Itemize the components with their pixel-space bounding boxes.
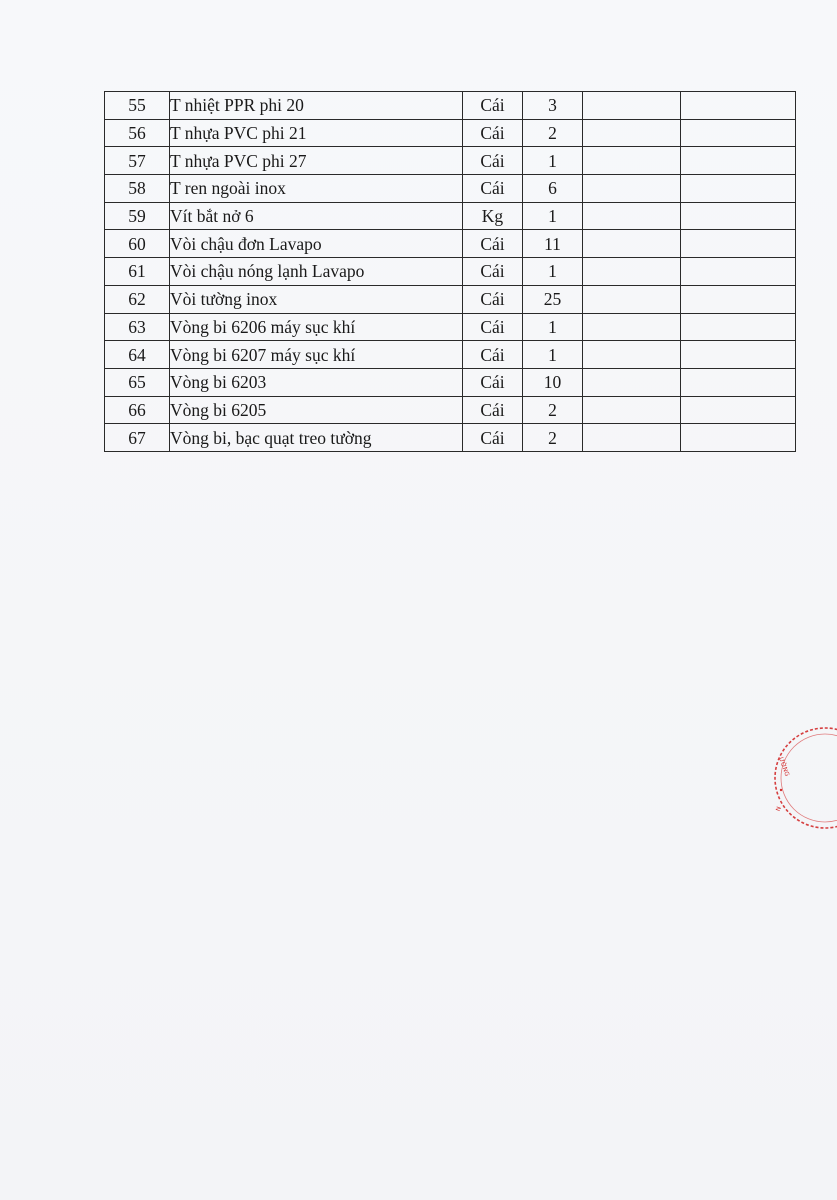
cell-number: 64: [105, 341, 170, 369]
cell-unit: Cái: [463, 175, 523, 203]
table-row: [105, 92, 796, 120]
cell-empty: [583, 396, 681, 424]
cell-empty: [583, 92, 681, 120]
cell-number: 57: [105, 147, 170, 175]
cell-number: 59: [105, 202, 170, 230]
cell-item-name: Vòng bi, bạc quạt treo tường: [170, 424, 463, 452]
cell-quantity: 3: [523, 92, 583, 120]
cell-empty: [681, 175, 796, 203]
cell-item-name: Vít bắt nở 6: [170, 202, 463, 230]
cell-number: 63: [105, 313, 170, 341]
table-row: [105, 285, 796, 313]
cell-empty: [681, 396, 796, 424]
cell-quantity: 11: [523, 230, 583, 258]
cell-item-name: T nhựa PVC phi 27: [170, 147, 463, 175]
cell-item-name: Vòng bi 6207 máy sục khí: [170, 341, 463, 369]
cell-quantity: 1: [523, 258, 583, 286]
cell-empty: [681, 258, 796, 286]
cell-item-name: Vòi chậu đơn Lavapo: [170, 230, 463, 258]
items-table: [104, 91, 796, 452]
cell-quantity: 1: [523, 147, 583, 175]
cell-number: 60: [105, 230, 170, 258]
cell-empty: [681, 119, 796, 147]
cell-empty: [681, 147, 796, 175]
cell-empty: [583, 202, 681, 230]
cell-unit: Cái: [463, 258, 523, 286]
cell-item-name: T ren ngoài inox: [170, 175, 463, 203]
table-row: [105, 202, 796, 230]
cell-quantity: 1: [523, 202, 583, 230]
items-table-body: [105, 92, 796, 452]
cell-item-name: T nhiệt PPR phi 20: [170, 92, 463, 120]
table-row: [105, 424, 796, 452]
cell-empty: [583, 368, 681, 396]
cell-number: 67: [105, 424, 170, 452]
cell-unit: Cái: [463, 313, 523, 341]
cell-number: 61: [105, 258, 170, 286]
cell-quantity: 2: [523, 424, 583, 452]
cell-empty: [583, 147, 681, 175]
table-row: [105, 119, 796, 147]
cell-quantity: 6: [523, 175, 583, 203]
cell-number: 62: [105, 285, 170, 313]
cell-unit: Cái: [463, 285, 523, 313]
table-row: [105, 396, 796, 424]
cell-empty: [583, 313, 681, 341]
cell-item-name: T nhựa PVC phi 21: [170, 119, 463, 147]
svg-text:N: N: [773, 805, 782, 812]
red-seal-stamp-icon: [757, 718, 837, 838]
cell-unit: Cái: [463, 119, 523, 147]
table-row: [105, 147, 796, 175]
table-row: [105, 175, 796, 203]
cell-unit: Kg: [463, 202, 523, 230]
cell-empty: [583, 230, 681, 258]
table-row: [105, 341, 796, 369]
cell-number: 58: [105, 175, 170, 203]
cell-number: 56: [105, 119, 170, 147]
cell-number: 55: [105, 92, 170, 120]
cell-unit: Cái: [463, 230, 523, 258]
cell-quantity: 25: [523, 285, 583, 313]
cell-empty: [681, 92, 796, 120]
cell-unit: Cái: [463, 147, 523, 175]
cell-empty: [583, 175, 681, 203]
cell-quantity: 10: [523, 368, 583, 396]
cell-empty: [583, 258, 681, 286]
cell-quantity: 2: [523, 119, 583, 147]
cell-empty: [681, 230, 796, 258]
cell-empty: [583, 424, 681, 452]
table-row: [105, 230, 796, 258]
cell-item-name: Vòng bi 6206 máy sục khí: [170, 313, 463, 341]
cell-empty: [681, 341, 796, 369]
cell-item-name: Vòi chậu nóng lạnh Lavapo: [170, 258, 463, 286]
cell-unit: Cái: [463, 341, 523, 369]
table-row: [105, 313, 796, 341]
cell-unit: Cái: [463, 368, 523, 396]
cell-unit: Cái: [463, 424, 523, 452]
cell-item-name: Vòi tường inox: [170, 285, 463, 313]
svg-text:ƯỜNG: ƯỜNG: [777, 756, 791, 778]
table-row: [105, 368, 796, 396]
cell-quantity: 1: [523, 341, 583, 369]
cell-number: 65: [105, 368, 170, 396]
cell-quantity: 2: [523, 396, 583, 424]
cell-quantity: 1: [523, 313, 583, 341]
cell-unit: Cái: [463, 396, 523, 424]
cell-unit: Cái: [463, 92, 523, 120]
cell-empty: [583, 341, 681, 369]
cell-empty: [681, 285, 796, 313]
cell-item-name: Vòng bi 6205: [170, 396, 463, 424]
cell-empty: [681, 202, 796, 230]
cell-empty: [583, 119, 681, 147]
cell-empty: [583, 285, 681, 313]
cell-empty: [681, 313, 796, 341]
cell-number: 66: [105, 396, 170, 424]
cell-empty: [681, 368, 796, 396]
cell-empty: [681, 424, 796, 452]
cell-item-name: Vòng bi 6203: [170, 368, 463, 396]
table-row: [105, 258, 796, 286]
